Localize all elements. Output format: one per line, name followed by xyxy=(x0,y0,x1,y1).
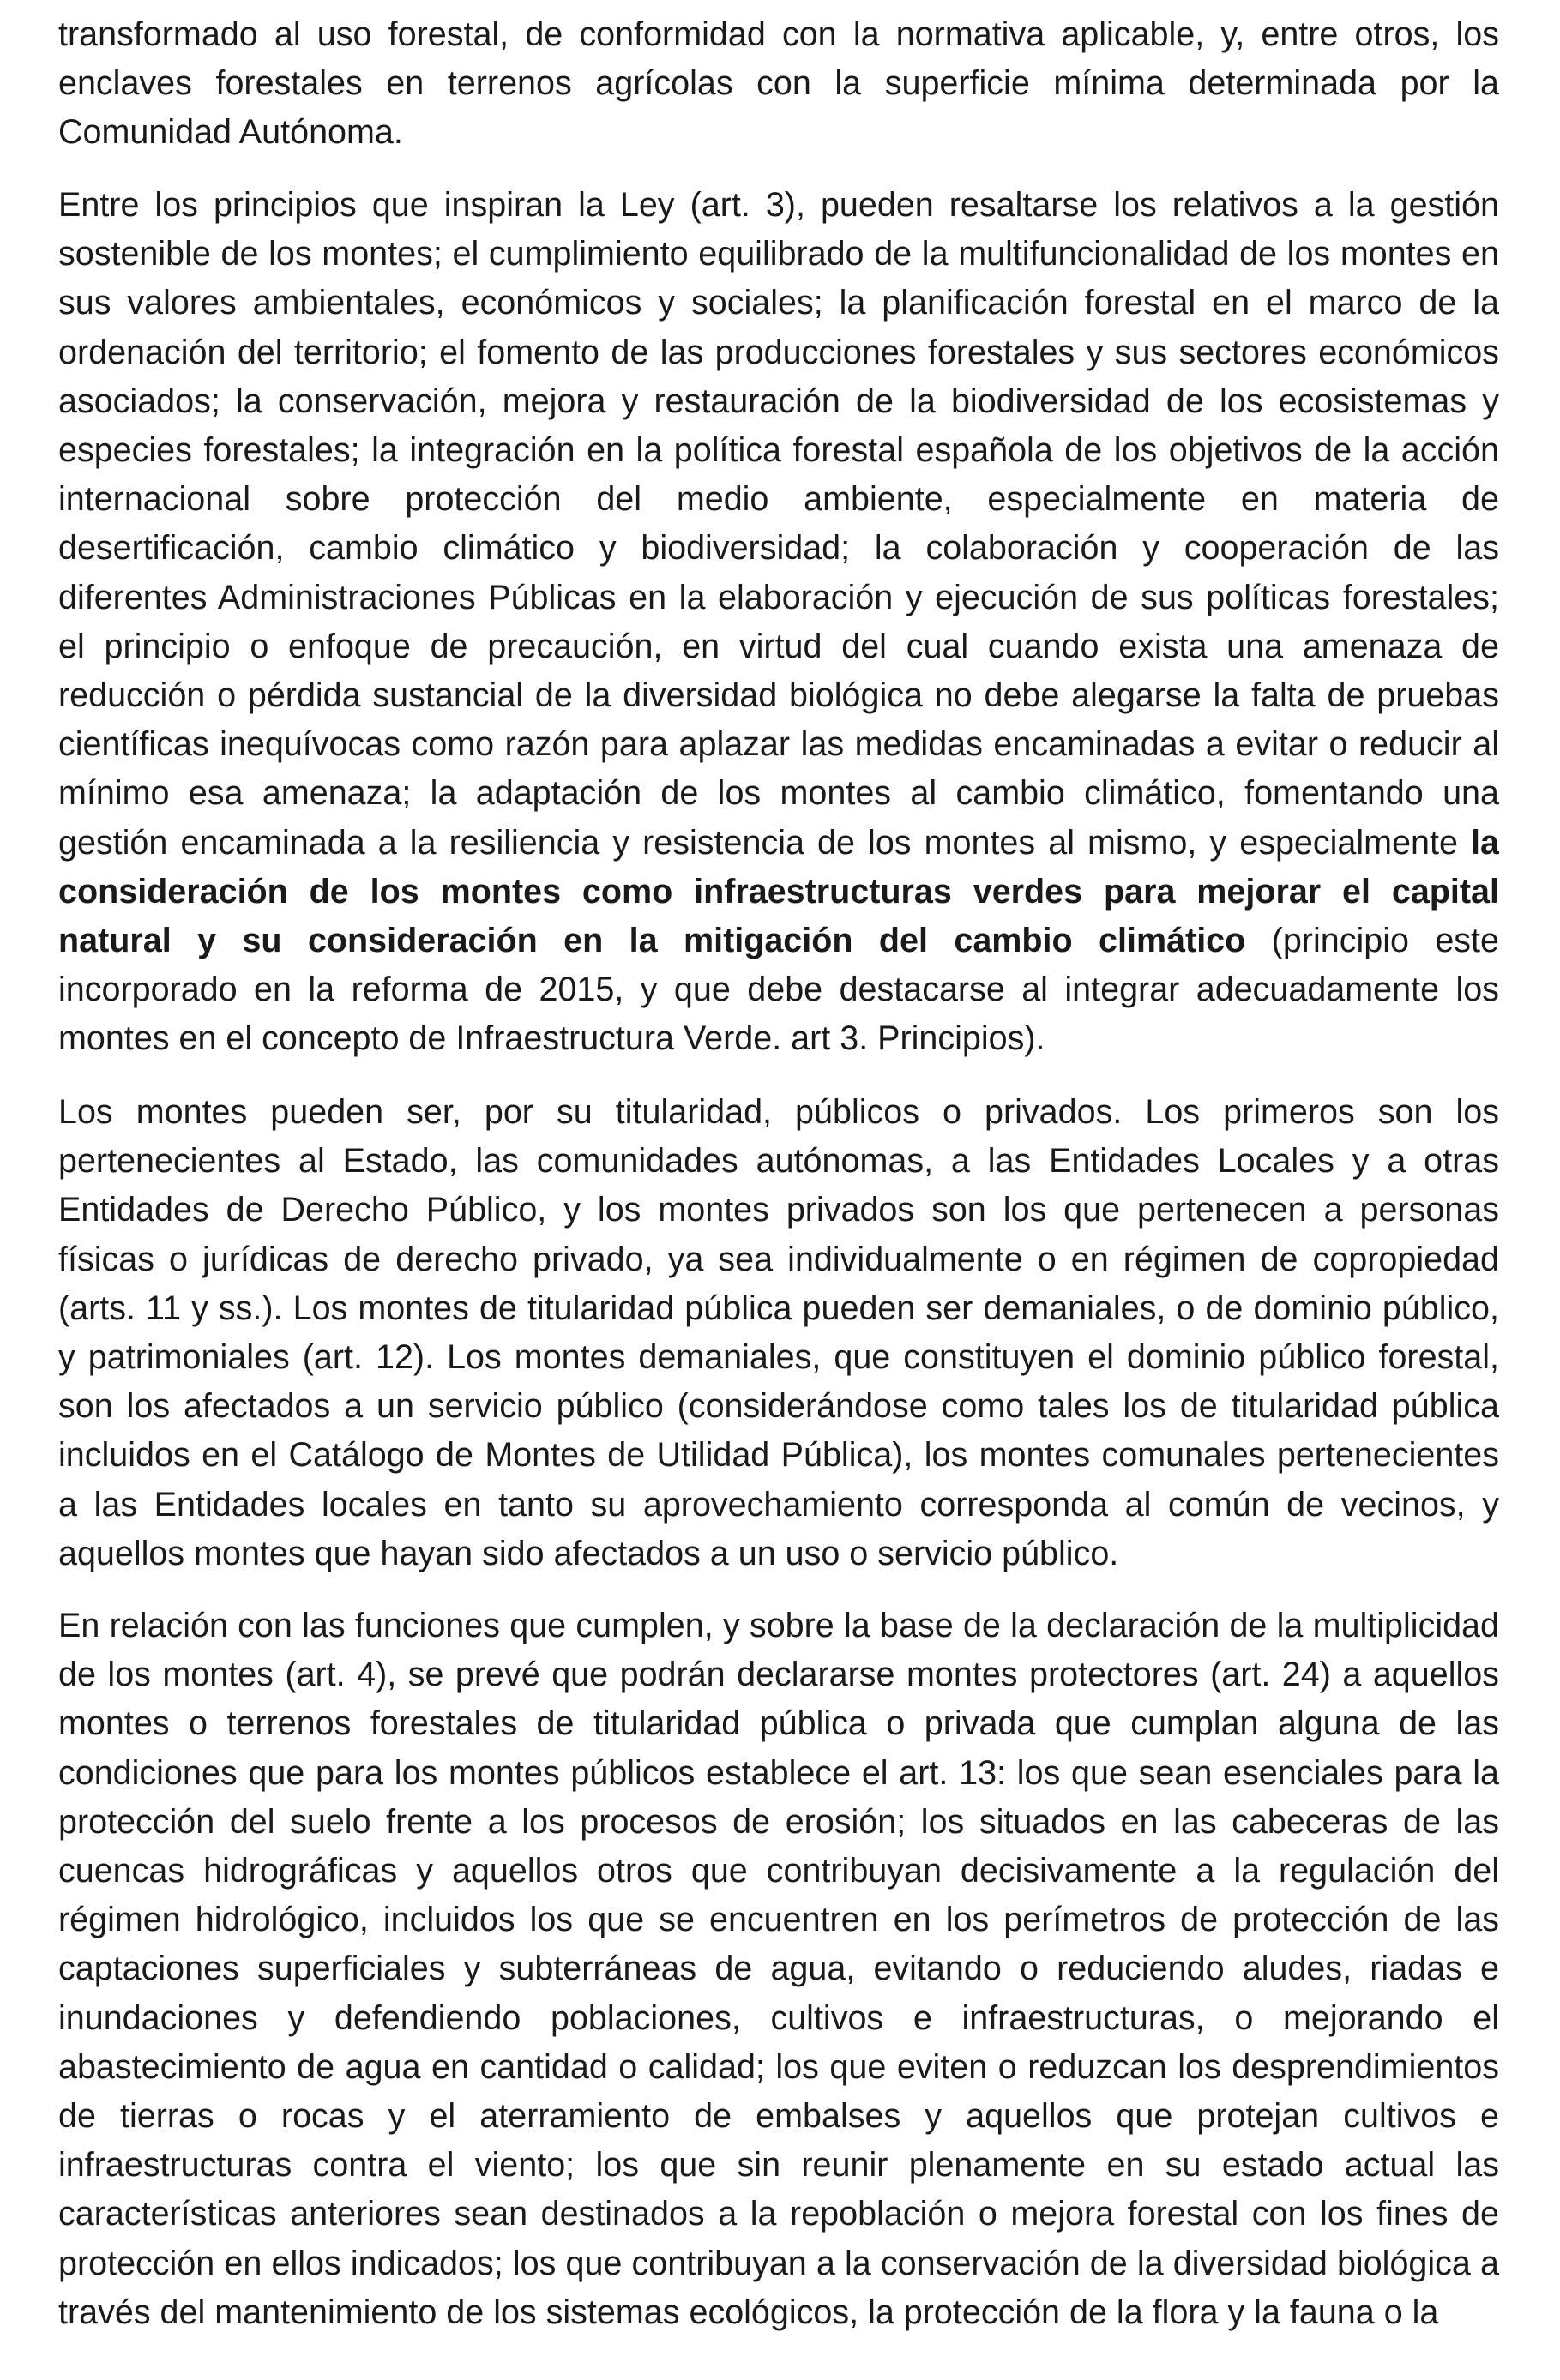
paragraph-2-text-before: Entre los principios que inspiran la Ley (art. 3), pueden resaltarse los relativos a la gestión sostenible de los montes; el cumplimiento equilibrado de la multifuncionalidad de los montes en sus valores ambientales, económicos y sociales; la planificación forestal en el marco de la ordenación del territorio; el fomento de las producciones forestales y sus sectores económicos asociados; la conservación, mejora y restauración de la biodiversidad de los ecosistemas y especies forestales; la integración en la política forestal española de los objetivos de la acción internacional sobre protección del medio ambiente, especialmente en materia de desertificación, cambio climático y biodiversidad; la colaboración y cooperación de las diferentes Administraciones Públicas en la elaboración y ejecución de sus políticas forestales; el principio o enfoque de precaución, en virtud del cual cuando exista una amenaza de reducción o pérdida sustancial de la diversidad biológica no debe alegarse la falta de pruebas científicas inequívocas como razón para aplazar las medidas encaminadas a evitar o reducir al mínimo esa amenaza; la adaptación de los montes al cambio climático, fomentando una gestión encaminada a la resiliencia y resistencia de los montes al mismo, y especialmente xyxy=(58,186,1499,862)
paragraph-2-text-after: (principio este incorporado en la reforma de 2015, y que debe destacarse al integrar adecuadamente los montes en el concepto de Infraestructura Verde. art 3. Principios). xyxy=(58,922,1499,1058)
paragraph-2 xyxy=(58,181,1499,1064)
paragraph-1 xyxy=(58,10,1499,158)
paragraph-4-text: En relación con las funciones que cumplen, y sobre la base de la declaración de la multiplicidad de los montes (art. 4), se prevé que podrán declararse montes protectores (art. 24) a aquellos montes o terrenos forestales de titularidad pública o privada que cumplan alguna de las condiciones que para los montes públicos establece el art. 13: los que sean esenciales para la protección del suelo frente a los procesos de erosión; los situados en las cabeceras de las cuencas hidrográficas y aquellos otros que contribuyan decisivamente a la regulación del régimen hidrológico, incluidos los que se encuentren en los perímetros de protección de las captaciones superficiales y subterráneas de agua, evitando o reduciendo aludes, riadas e inundaciones y defendiendo poblaciones, cultivos e infraestructuras, o mejorando el abastecimiento de agua en cantidad o calidad; los que eviten o reduzcan los desprendimientos de tierras o rocas y el aterramiento de embalses y aquellos que protejan cultivos e infraestructuras contra el viento; los que sin reunir plenamente en su estado actual las características anteriores sean destinados a la repoblación o mejora forestal con los fines de protección en ellos indicados; los que contribuyan a la conservación de la diversidad biológica a través del mantenimiento de los sistemas ecológicos, la protección de la flora y la fauna o la xyxy=(58,1607,1499,2331)
paragraph-1-text: transformado al uso forestal, de conformidad con la normativa aplicable, y, entre otros, los enclaves forestales en terrenos agrícolas con la superficie mínima determinada por la Comunidad Autónoma. xyxy=(58,15,1499,152)
paragraph-3 xyxy=(58,1088,1499,1578)
paragraph-4 xyxy=(58,1602,1499,2337)
document-page xyxy=(58,0,1499,2380)
paragraph-2-bold-text: la consideración de los montes como infraestructuras verdes para mejorar el capital natural y su consideración en la mitigación del cambio climático xyxy=(58,823,1499,960)
paragraph-3-text: Los montes pueden ser, por su titularidad, públicos o privados. Los primeros son los pertenecientes al Estado, las comunidades autónomas, a las Entidades Locales y a otras Entidades de Derecho Público, y los montes privados son los que pertenecen a personas físicas o jurídicas de derecho privado, ya sea individualmente o en régimen de copropiedad (arts. 11 y ss.). Los montes de titularidad pública pueden ser demaniales, o de dominio público, y patrimoniales (art. 12). Los montes demaniales, que constituyen el dominio público forestal, son los afectados a un servicio público (considerándose como tales los de titularidad pública incluidos en el Catálogo de Montes de Utilidad Pública), los montes comunales pertenecientes a las Entidades locales en tanto su aprovechamiento corresponda al común de vecinos, y aquellos montes que hayan sido afectados a un uso o servicio público. xyxy=(58,1093,1499,1572)
